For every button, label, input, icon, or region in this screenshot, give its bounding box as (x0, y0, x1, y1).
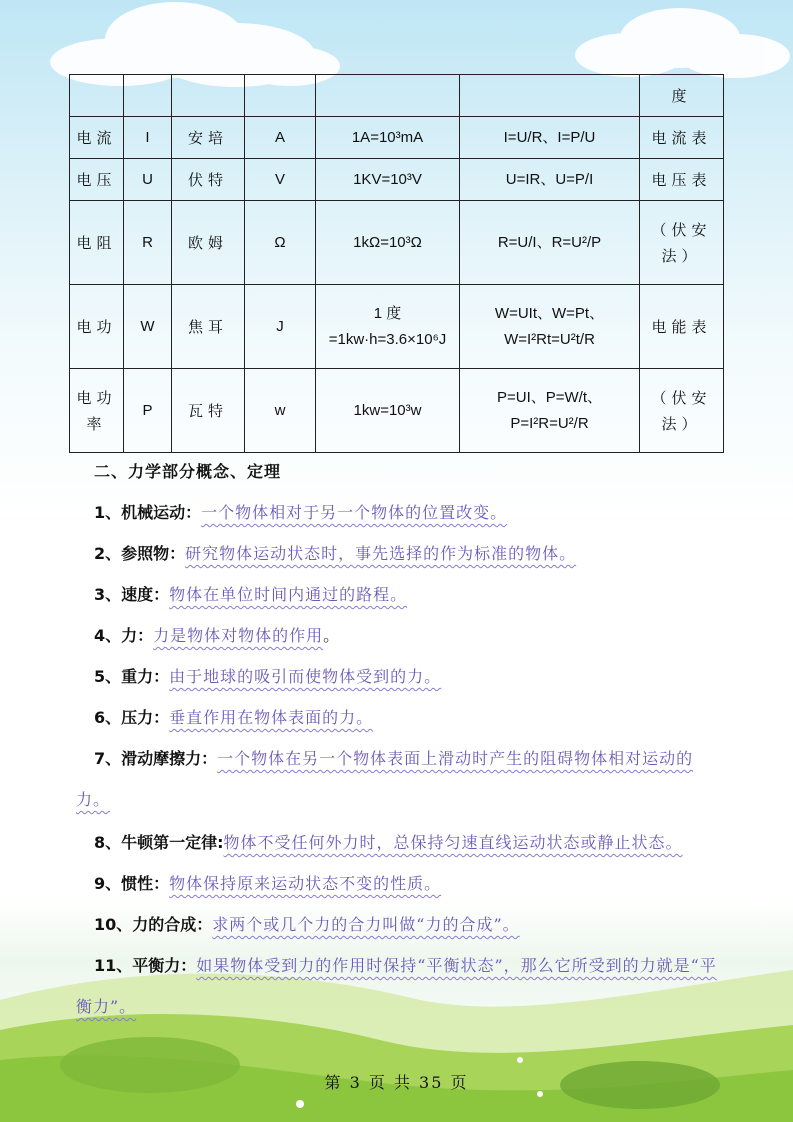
concept-item (94, 832, 683, 854)
concept-item (94, 543, 576, 565)
concept-item (94, 707, 373, 729)
table-cell-instrument: 电流表 (640, 117, 724, 159)
table-cell-conversion: 1kΩ=10³Ω (316, 201, 460, 285)
table-cell-symbol: P (124, 369, 172, 453)
concept-label: 8、牛顿第一定律: (94, 833, 224, 852)
table-cell-symbol: U (124, 159, 172, 201)
table-cell-conversion (316, 75, 460, 117)
table-cell-name: 电功 (70, 285, 124, 369)
concept-item (76, 738, 726, 820)
table-cell-instrument: （伏安法） (640, 369, 724, 453)
table-cell-formula: I=U/R、I=P/U (460, 117, 640, 159)
table-cell-unit: 焦耳 (172, 285, 245, 369)
concept-item (94, 666, 441, 688)
table-cell-name: 电阻 (70, 201, 124, 285)
table-row (70, 75, 724, 117)
concept-item (94, 873, 441, 895)
page-number: 第 3 页 共 35 页 (324, 1073, 469, 1092)
concept-definition: 求两个或几个力的合力叫做“力的合成”。 (212, 915, 520, 934)
table-cell-unit: 伏特 (172, 159, 245, 201)
table-cell-name (70, 75, 124, 117)
concept-definition: 垂直作用在物体表面的力。 (169, 708, 374, 727)
table-cell-formula: P=UI、P=W/t、P=I²R=U²/R (460, 369, 640, 453)
table-cell-unit (172, 75, 245, 117)
concept-label: 2、参照物： (94, 544, 186, 563)
concept-label: 5、重力： (94, 667, 170, 686)
concept-definition: 物体不受任何外力时，总保持匀速直线运动状态或静止状态。 (223, 833, 683, 852)
concept-definition: 物体保持原来运动状态不变的性质。 (169, 874, 442, 893)
concept-item (94, 625, 339, 647)
table-cell-symbol (124, 75, 172, 117)
table-row (70, 369, 724, 453)
table-row (70, 285, 724, 369)
concept-definition: 由于地球的吸引而使物体受到的力。 (169, 667, 442, 686)
table-row (70, 159, 724, 201)
table-cell-unit-symbol (245, 75, 316, 117)
table-cell-instrument: （伏安法） (640, 201, 724, 285)
table-cell-formula (460, 75, 640, 117)
concept-label: 11、平衡力： (94, 956, 197, 975)
table-cell-unit-symbol: V (245, 159, 316, 201)
concept-label: 7、滑动摩擦力： (94, 749, 218, 768)
concept-item (94, 914, 520, 936)
concept-item (94, 502, 507, 524)
table-cell-name: 电功率 (70, 369, 124, 453)
table-cell-formula: R=U/I、R=U²/P (460, 201, 640, 285)
table-cell-conversion: 1kw=10³w (316, 369, 460, 453)
table-cell-unit-symbol: J (245, 285, 316, 369)
concept-label: 6、压力： (94, 708, 170, 727)
concept-label: 4、力： (94, 626, 154, 645)
table-cell-name: 电压 (70, 159, 124, 201)
concept-definition: 一个物体在另一个物体表面上滑动时产生的阻碍物体相对运动的力。 (76, 749, 694, 809)
concept-definition: 研究物体运动状态时，事先选择的作为标准的物体。 (185, 544, 577, 563)
table-cell-conversion: 1A=10³mA (316, 117, 460, 159)
concept-item (94, 584, 407, 606)
table-cell-formula: W=UIt、W=Pt、W=I²Rt=U²t/R (460, 285, 640, 369)
table-cell-instrument: 电能表 (640, 285, 724, 369)
concept-tail: 。 (323, 626, 340, 645)
table-cell-conversion: 1KV=10³V (316, 159, 460, 201)
table-cell-unit-symbol: A (245, 117, 316, 159)
table-cell-instrument: 电压表 (640, 159, 724, 201)
table-cell-instrument: 度 (640, 75, 724, 117)
table-row (70, 201, 724, 285)
concept-label: 3、速度： (94, 585, 170, 604)
table-cell-symbol: W (124, 285, 172, 369)
concept-label: 1、机械运动： (94, 503, 202, 522)
section-title: 二、力学部分概念、定理 (94, 462, 282, 481)
concept-definition: 一个物体相对于另一个物体的位置改变。 (201, 503, 508, 522)
table-cell-unit-symbol: w (245, 369, 316, 453)
table-cell-unit: 欧姆 (172, 201, 245, 285)
table-cell-conversion: 1 度=1kw·h=3.6×10⁶J (316, 285, 460, 369)
table-cell-name: 电流 (70, 117, 124, 159)
table-row (70, 117, 724, 159)
table-cell-unit-symbol: Ω (245, 201, 316, 285)
table-cell-unit: 安培 (172, 117, 245, 159)
table-cell-symbol: R (124, 201, 172, 285)
concept-label: 10、力的合成： (94, 915, 213, 934)
concept-item (76, 945, 726, 1027)
concept-definition: 物体在单位时间内通过的路程。 (169, 585, 408, 604)
concept-definition: 力是物体对物体的作用 (153, 626, 324, 645)
concept-definition: 如果物体受到力的作用时保持“平衡状态”，那么它所受到的力就是“平衡力”。 (76, 956, 717, 1016)
electrical-quantities-table (69, 74, 724, 453)
table-cell-symbol: I (124, 117, 172, 159)
table-cell-formula: U=IR、U=P/I (460, 159, 640, 201)
concept-label: 9、惯性： (94, 874, 170, 893)
table-cell-unit: 瓦特 (172, 369, 245, 453)
